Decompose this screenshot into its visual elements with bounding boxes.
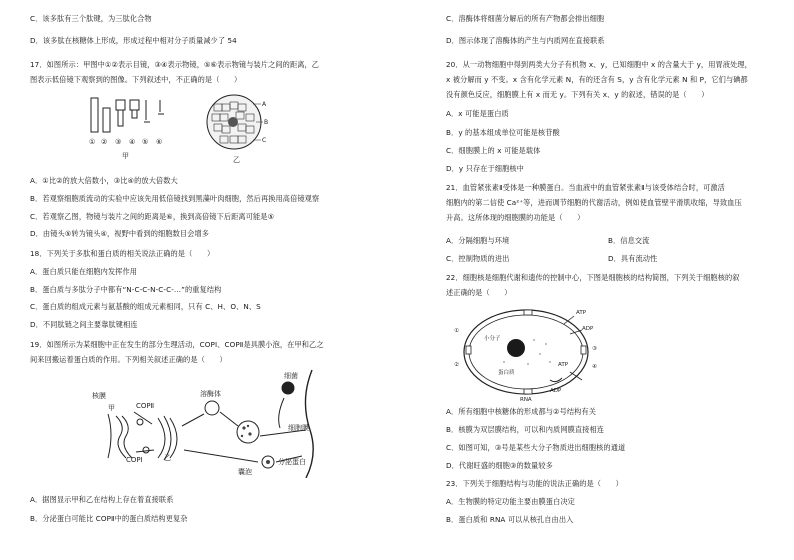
nuclear-envelope	[108, 414, 111, 458]
nucleolus	[507, 339, 525, 357]
q23-option-b: B．蛋白质和 RNA 可以从核孔自由出入	[446, 515, 574, 524]
q19-stem-line1: 19．如图所示为某细胞中正在发生的部分生理活动，COPⅠ、COPⅡ是具膜小泡，在甲和乙之	[30, 340, 324, 349]
q20-stem-line2: x 被分解而 y 不变。x 含有化学元素 N，有的还含有 S，y 含有化学元素 N 和 P，它们与碘都	[446, 75, 748, 84]
q22-option-a: A．所有细胞中核糖体的形成都与②号结构有关	[446, 407, 597, 416]
copii-vesicle	[137, 419, 143, 425]
label-lysosome: 溶酶体	[200, 390, 221, 398]
golgi-yi	[158, 416, 177, 460]
label-vesicle: 囊泡	[238, 468, 252, 476]
label-num-6: ⑥	[156, 138, 163, 146]
q17-stem-line2: 图表示低倍镜下观察到的图像。下列叙述中，不正确的是（ ）	[30, 75, 242, 84]
q20-stem-line3: 没有颜色反应，细胞膜上有 x 而无 y。下列有关 x、y 的叙述，错误的是（ ）	[446, 90, 709, 99]
bacterium	[282, 382, 294, 394]
label-num-3-nucleus: ③	[592, 346, 597, 352]
objective-3	[116, 100, 125, 126]
label-atp-top: ATP	[576, 310, 587, 316]
nuclear-pore-bottom	[524, 389, 532, 394]
point-label-a: A	[262, 101, 267, 108]
q23-option-a: A．生物膜的特定功能主要由膜蛋白决定	[446, 497, 575, 506]
label-num-4-nucleus: ④	[592, 364, 597, 370]
label-num-4: ④	[129, 138, 136, 146]
point-label-c: C	[262, 137, 267, 144]
label-cell-membrane: 细胞膜	[288, 424, 309, 432]
q17-option-b: B．若观察细胞质流动的实验中应该先用低倍镜找到黑藻叶肉细胞，然后再换用高倍镜观察	[30, 194, 320, 203]
q22-option-d: D．代谢旺盛的细胞③的数量较多	[446, 461, 553, 470]
field-of-view	[207, 95, 261, 149]
q22-stem-line2: 述正确的是（ ）	[446, 288, 512, 297]
copi-vesicle	[143, 447, 149, 453]
eyepiece-2	[103, 108, 110, 132]
q22-option-b: B．核膜为双层膜结构，可以和内质网膜直接相连	[446, 425, 605, 434]
nuclear-envelope-inner	[469, 315, 583, 389]
q22-option-c: C．如图可知，③号是某些大分子物质进出细胞核的通道	[446, 443, 626, 452]
q21-option-a: A．分隔细胞与环境	[446, 236, 510, 245]
label-num-2-nucleus: ②	[454, 362, 459, 368]
label-num-2: ②	[101, 138, 108, 146]
engulf-arrow	[279, 398, 284, 428]
label-adp-top: ADP	[582, 326, 594, 332]
q17-option-c: C．若观察乙图，物镜与装片之间的距离是⑥，换到高倍镜下后距离可能是⑤	[30, 212, 275, 221]
q21-stem-line2: 细胞内的第二信使 Ca²⁺等，进而调节细胞的代谢活动，例如使血管壁平滑肌收缩，导致血压	[446, 198, 742, 207]
label-atp-bottom: ATP	[558, 362, 569, 368]
lysosome	[205, 401, 219, 415]
left-column	[30, 0, 375, 560]
q21-option-d: D．具有流动性	[608, 254, 658, 263]
label-yi: 乙	[233, 156, 240, 164]
label-adp-bottom: ADP	[550, 388, 562, 394]
q22-figure	[454, 302, 604, 402]
label-num-1: ①	[89, 138, 96, 146]
nuclear-pore-right	[581, 346, 586, 354]
label-copi: COPⅠ	[126, 456, 143, 464]
q19-option-b: B．分泌蛋白可能比 COPⅡ中的蛋白质结构更复杂	[30, 514, 188, 523]
q19-option-d: D．图示体现了溶酶体的产生与内质网在直接联系	[446, 36, 605, 45]
er-jia	[116, 416, 126, 458]
carrier-protein	[550, 378, 562, 382]
q21-stem-line1: 21．血管紧张素Ⅱ受体是一种膜蛋白。当血液中的血管紧张素Ⅱ与该受体结合时，可激活	[446, 183, 725, 192]
nucleus-diagram	[464, 310, 588, 394]
right-column	[446, 0, 781, 560]
q21-option-b: B．信息交流	[608, 236, 650, 245]
q16-option-c: C．该多肽有三个肽键，为三肽化合物	[30, 14, 152, 23]
label-copii: COPⅡ	[136, 402, 155, 410]
q19-option-a: A．据图显示甲和乙在结构上存在着直接联系	[30, 495, 174, 504]
q20-option-c: C．细胞膜上的 x 可能是载体	[446, 146, 541, 155]
label-jia: 甲	[122, 152, 129, 160]
q20-stem-line1: 20．从一动物细胞中得到两类大分子有机物 x、y，已知细胞中 x 的含量大于 y，用胃液处理，	[446, 60, 752, 69]
label-bacteria: 细菌	[284, 372, 298, 380]
label-nuclear-membrane: 核膜	[92, 392, 106, 400]
q17-option-a: A．①比②的放大倍数小，③比④的放大倍数大	[30, 176, 178, 185]
label-rna: RNA	[520, 397, 532, 402]
q19-figure	[88, 366, 338, 478]
q23-stem: 23．下列关于细胞结构与功能的说法正确的是（ ）	[446, 479, 623, 488]
q18-stem: 18．下列关于多肽和蛋白质的相关说法正确的是（ ）	[30, 249, 215, 258]
q21-stem-line3: 升高。这所体现的细胞膜的功能是（ ）	[446, 213, 585, 222]
q21-option-c: C．控制物质的进出	[446, 254, 510, 263]
label-jia-er: 甲	[108, 404, 115, 412]
q17-option-d: D．由镜头⑤转为镜头④，视野中看到的细胞数目会增多	[30, 229, 210, 238]
q18-option-a: A．蛋白质只能在细胞内发挥作用	[30, 267, 138, 276]
nuclear-pore-top	[524, 310, 532, 315]
q22-stem-line1: 22．细胞核是细胞代谢和遗传的控制中心，下图是细胞核的结构简图，下列关于细胞核的叙	[446, 273, 740, 282]
phagosome	[237, 421, 259, 443]
label-num-5: ⑤	[142, 138, 149, 146]
label-yi-golgi: 乙	[164, 454, 171, 462]
label-small-molecule: 小分子	[484, 336, 501, 342]
q17-figure	[88, 92, 278, 166]
q16-option-d: D．该多肽在核糖体上形成，形成过程中相对分子质量减少了 54	[30, 36, 237, 45]
label-protein: 蛋白质	[498, 370, 515, 376]
objective-4	[130, 100, 139, 118]
q19-option-c: C．溶酶体将细菌分解后的所有产物都会排出细胞	[446, 14, 605, 23]
q19-stem-line2: 间来回搬运着蛋白质的作用。下列相关叙述正确的是（ ）	[30, 355, 227, 364]
point-label-b: B	[264, 119, 269, 126]
nuclear-pore-left	[466, 346, 471, 354]
q20-option-d: D．y 只存在于细胞核中	[446, 164, 524, 173]
eyepiece-1	[91, 98, 98, 132]
q17-stem-line1: 17．如图所示：甲图中①②表示目镜，③④表示物镜，⑤⑥表示物镜与装片之间的距离，乙	[30, 60, 320, 69]
q18-option-d: D．不同肽链之间主要靠肽键相连	[30, 320, 138, 329]
q18-option-c: C．蛋白质的组成元素与氨基酸的组成元素相同，只有 C、H、O、N、S	[30, 302, 261, 311]
label-num-3: ③	[115, 138, 122, 146]
q20-option-b: B．y 的基本组成单位可能是核苷酸	[446, 128, 560, 137]
label-num-1-nucleus: ①	[454, 328, 459, 334]
q20-option-a: A．x 可能是蛋白质	[446, 109, 509, 118]
q18-option-b: B．蛋白质与多肽分子中都有“N-C-C-N-C-C-…”的重复结构	[30, 285, 222, 294]
label-secreted-protein: 分泌蛋白	[278, 458, 306, 466]
nuclear-envelope-outer	[464, 310, 588, 394]
